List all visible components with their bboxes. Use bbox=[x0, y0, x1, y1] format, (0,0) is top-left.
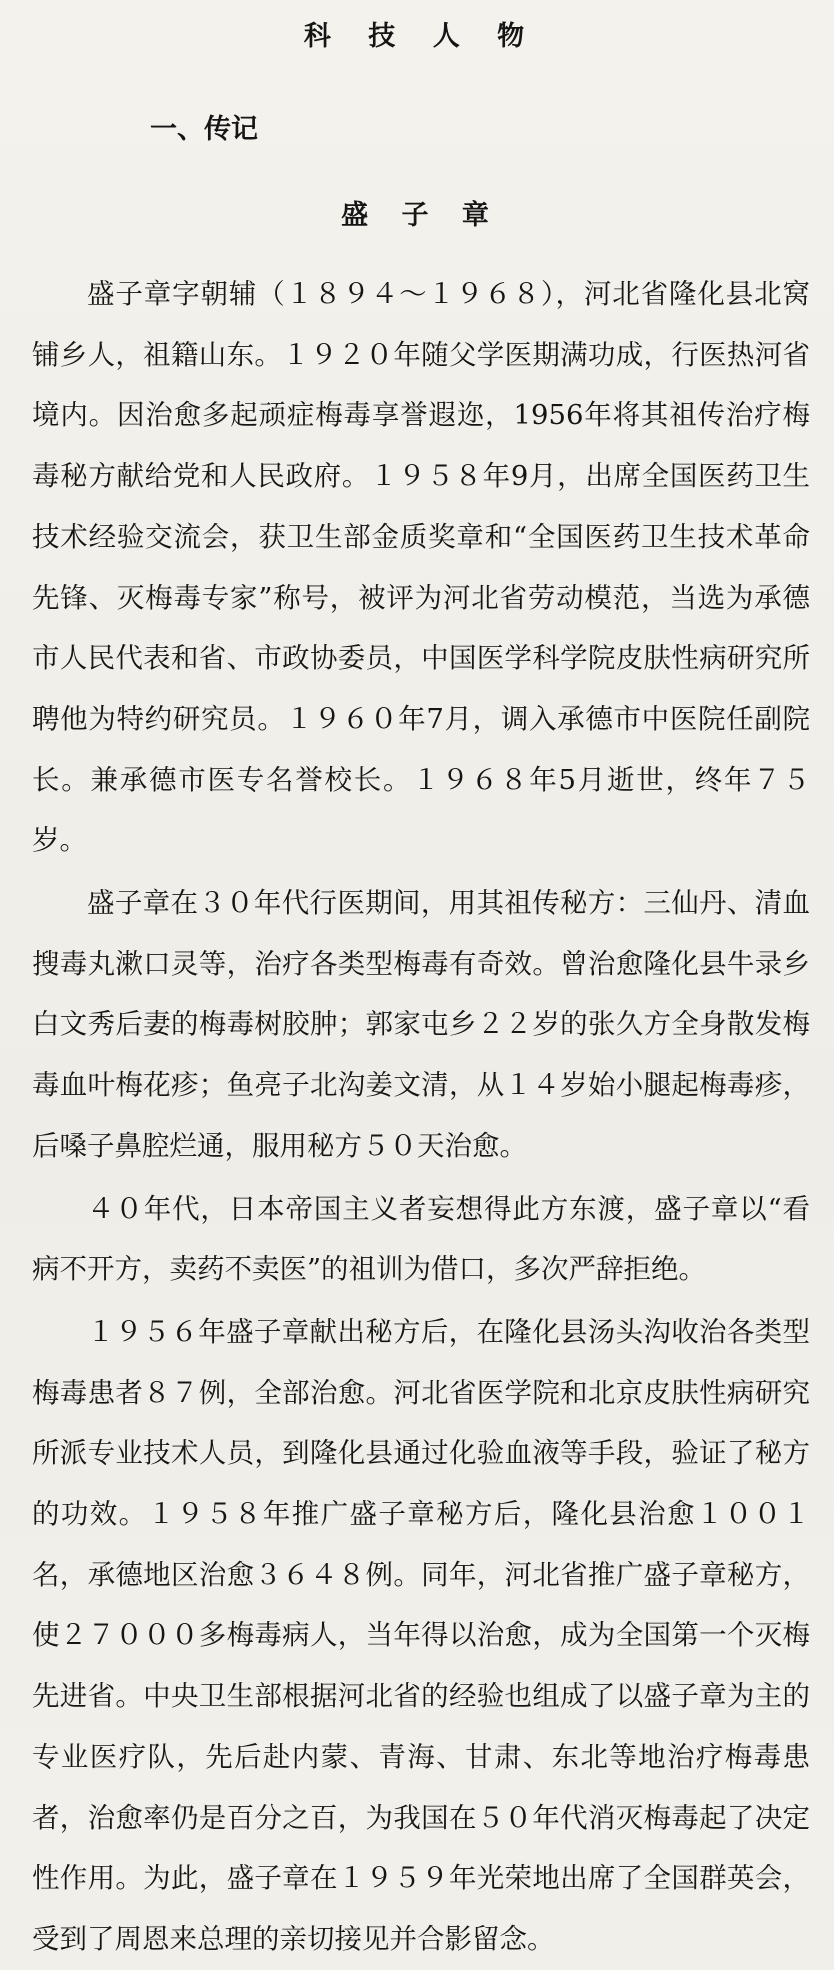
biography-body bbox=[32, 264, 810, 1970]
person-title: 盛 子 章 bbox=[341, 200, 501, 231]
paragraph-3: ４０年代，日本帝国主义者妄想得此方东渡，盛子章以“看病不开方，卖药不卖医”的祖训为借口，多次严辞拒绝。 bbox=[32, 1192, 810, 1286]
page-title: 科 技 人 物 bbox=[303, 21, 539, 52]
paragraph-1: 盛子章字朝辅（１８９４～１９６８），河北省隆化县北窝铺乡人，祖籍山东。１９２０年随父学医期满功成，行医热河省境内。因治愈多起顽症梅毒享誉遐迩，1956年将其祖传治疗梅毒秘方献给党和人民政府。１９５８年9月，出席全国医药卫生技术经验交流会，获卫生部金质奖章和“全国医药卫生技术革命先锋、灭梅毒专家”称号，被评为河北省劳动模范，当选为承德市人民代表和省、市政协委员，中国医学科学院皮肤性病研究所聘他为特约研究员。１９６０年7月，调入承德市中医院任副院长。兼承德市医专名誉校长。１９６８年5月逝世，终年７５岁。 bbox=[32, 278, 810, 857]
paragraph-2: 盛子章在３０年代行医期间，用其祖传秘方：三仙丹、清血搜毒丸漱口灵等，治疗各类型梅毒有奇效。曾治愈隆化县牛录乡白文秀后妻的梅毒树胶肿；郭家屯乡２２岁的张久方全身散发梅毒血叶梅花疹；鱼亮子北沟姜文清，从１４岁始小腿起梅毒疹，后嗓子鼻腔烂通，服用秘方５０天治愈。 bbox=[32, 887, 810, 1162]
paragraph-4: １９５６年盛子章献出秘方后，在隆化县汤头沟收治各类型梅毒患者８７例，全部治愈。河北省医学院和北京皮肤性病研究所派专业技术人员，到隆化县通过化验血液等手段，验证了秘方的功效。１９５８年推广盛子章秘方后，隆化县治愈１００１名，承德地区治愈３６４８例。同年，河北省推广盛子章秘方，使２７０００多梅毒病人，当年得以治愈，成为全国第一个灭梅先进省。中央卫生部根据河北省的经验也组成了以盛子章为主的专业医疗队，先后赴内蒙、青海、甘肃、东北等地治疗梅毒患者，治愈率仍是百分之百，为我国在５０年代消灭梅毒起了决定性作用。为此，盛子章在１９５９年光荣地出席了全国群英会，受到了周恩来总理的亲切接见并合影留念。 bbox=[32, 1315, 810, 1955]
section-heading: 一、传记 bbox=[150, 114, 258, 145]
